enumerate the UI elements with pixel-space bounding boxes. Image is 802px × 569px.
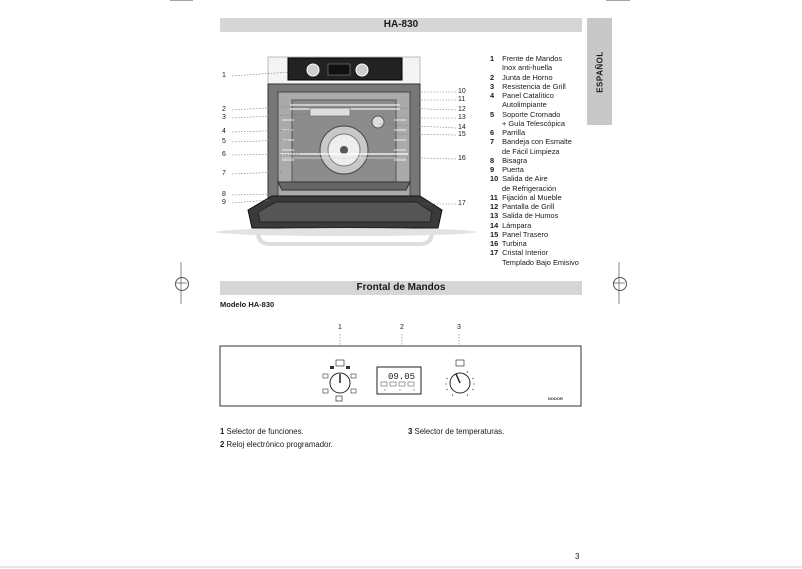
part-item: 3 Resistencia de Grill bbox=[490, 81, 566, 91]
part-item: 14 Lámpara bbox=[490, 220, 532, 230]
diagram-label-10: 10 bbox=[458, 88, 466, 95]
model-label: Modelo HA-830 bbox=[220, 300, 275, 309]
diagram-label-17: 17 bbox=[458, 200, 466, 207]
part-item: 10 Salida de Aire de Refrigeración bbox=[490, 174, 557, 193]
part-item: 6 Parrilla bbox=[490, 128, 526, 137]
model-title: HA-830 bbox=[383, 19, 419, 30]
legend-item-1: 1 Selector de funciones. bbox=[220, 427, 304, 436]
part-item: 11 Fijación al Mueble bbox=[490, 192, 562, 202]
language-label: ESPAÑOL bbox=[595, 50, 604, 93]
diagram-label-6: 6 bbox=[222, 151, 226, 158]
part-item: 4 Panel Catalítico Autolimpiante bbox=[490, 91, 554, 110]
diagram-label-4: 4 bbox=[222, 128, 226, 135]
diagram-label-11: 11 bbox=[458, 96, 466, 103]
part-item: 5 Soporte Cromado + Guía Telescópica bbox=[490, 109, 565, 128]
diagram-label-12: 12 bbox=[458, 106, 466, 113]
diagram-label-1: 1 bbox=[222, 72, 226, 79]
electronic-clock bbox=[377, 367, 421, 394]
part-item: 8 Bisagra bbox=[490, 155, 528, 165]
panel-callout-2: 2 bbox=[400, 324, 404, 331]
part-item: 7 Bandeja con Esmalte de Fácil Limpieza bbox=[490, 137, 572, 156]
part-item: 15 Panel Trasero bbox=[490, 229, 549, 239]
part-item: 13 Salida de Humos bbox=[490, 211, 559, 221]
diagram-label-13: 13 bbox=[458, 114, 466, 121]
part-item: 12 Pantalla de Grill bbox=[490, 202, 555, 211]
part-item: 17 Cristal Interior Templado Bajo Emisivo bbox=[490, 248, 579, 267]
clock-display-time: 09.05 bbox=[388, 372, 416, 382]
diagram-label-9: 9 bbox=[222, 199, 226, 206]
diagram-label-7: 7 bbox=[222, 170, 226, 177]
diagram-label-14: 14 bbox=[458, 124, 466, 131]
diagram-label-16: 16 bbox=[458, 155, 466, 162]
panel-callout-3: 3 bbox=[457, 324, 461, 331]
diagram-label-3: 3 bbox=[222, 114, 226, 121]
legend-item-3: 3 Selector de temperaturas. bbox=[408, 427, 505, 436]
part-item: 16 Turbina bbox=[490, 239, 527, 248]
panel-callout-1: 1 bbox=[338, 324, 342, 331]
part-item: 2 Junta de Horno bbox=[490, 72, 553, 82]
part-item: 9 Puerta bbox=[490, 165, 524, 174]
diagram-label-15: 15 bbox=[458, 131, 466, 138]
part-item: 1 Frente de Mandos Inox anti-huella bbox=[490, 54, 563, 73]
brand-logo: NODOR bbox=[548, 396, 563, 401]
legend-item-2: 2 Reloj electrónico programador. bbox=[220, 440, 333, 449]
diagram-label-5: 5 bbox=[222, 138, 226, 145]
page-number: 3 bbox=[575, 552, 580, 561]
section-title: Frontal de Mandos bbox=[356, 282, 446, 293]
diagram-label-8: 8 bbox=[222, 191, 226, 198]
diagram-label-2: 2 bbox=[222, 106, 226, 113]
